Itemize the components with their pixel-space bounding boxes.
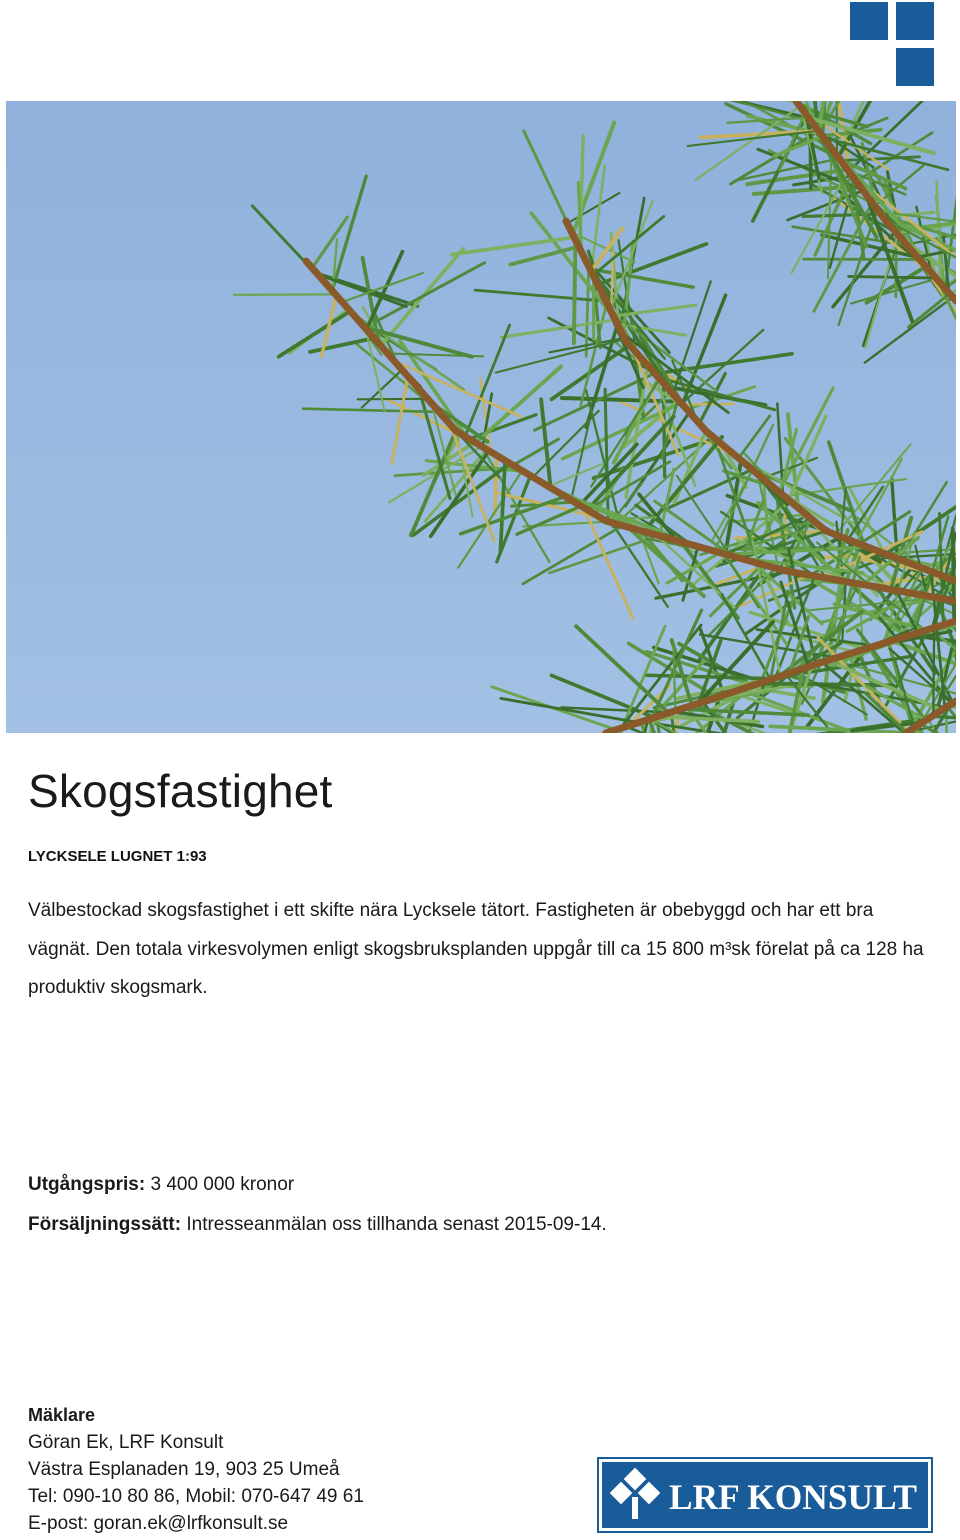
sale-method-value: Intresseanmälan oss tillhanda senast 2015-09-14.: [186, 1214, 607, 1235]
broker-contact: [28, 1402, 364, 1537]
price-row: [28, 1174, 294, 1196]
hero-pine-photo: [6, 101, 956, 733]
broker-email[interactable]: E-post: goran.ek@lrfkonsult.se: [28, 1513, 289, 1534]
sale-method-label: Försäljningssätt:: [28, 1214, 182, 1235]
property-designation: LYCKSELE LUGNET 1:93: [28, 848, 207, 865]
broker-address: Västra Esplanaden 19, 903 25 Umeå: [28, 1459, 340, 1480]
broker-phone: Tel: 090-10 80 86, Mobil: 070-647 49 61: [28, 1486, 364, 1507]
page-title: Skogsfastighet: [28, 765, 333, 817]
logo-text: LRF KONSULT: [669, 1477, 917, 1517]
logo-square: [850, 2, 888, 40]
corner-squares-logo-icon: [850, 2, 936, 86]
price-label: Utgångspris:: [28, 1174, 146, 1195]
broker-name: Göran Ek, LRF Konsult: [28, 1432, 224, 1453]
price-value: 3 400 000 kronor: [150, 1174, 295, 1195]
sale-method-row: [28, 1214, 607, 1236]
broker-heading: Mäklare: [28, 1405, 96, 1425]
logo-square: [896, 48, 934, 86]
lrf-konsult-logo: [597, 1457, 933, 1533]
logo-square: [896, 2, 934, 40]
property-description: Välbestockad skogsfastighet i ett skifte nära Lycksele tätort. Fastigheten är obebyggd och har ett bra vägnät. Den totala virkesvolymen enligt skogsbruksplanden uppgår till ca 15 800 m³sk förelat på ca 128 ha produktiv skogsmark.: [28, 900, 924, 998]
